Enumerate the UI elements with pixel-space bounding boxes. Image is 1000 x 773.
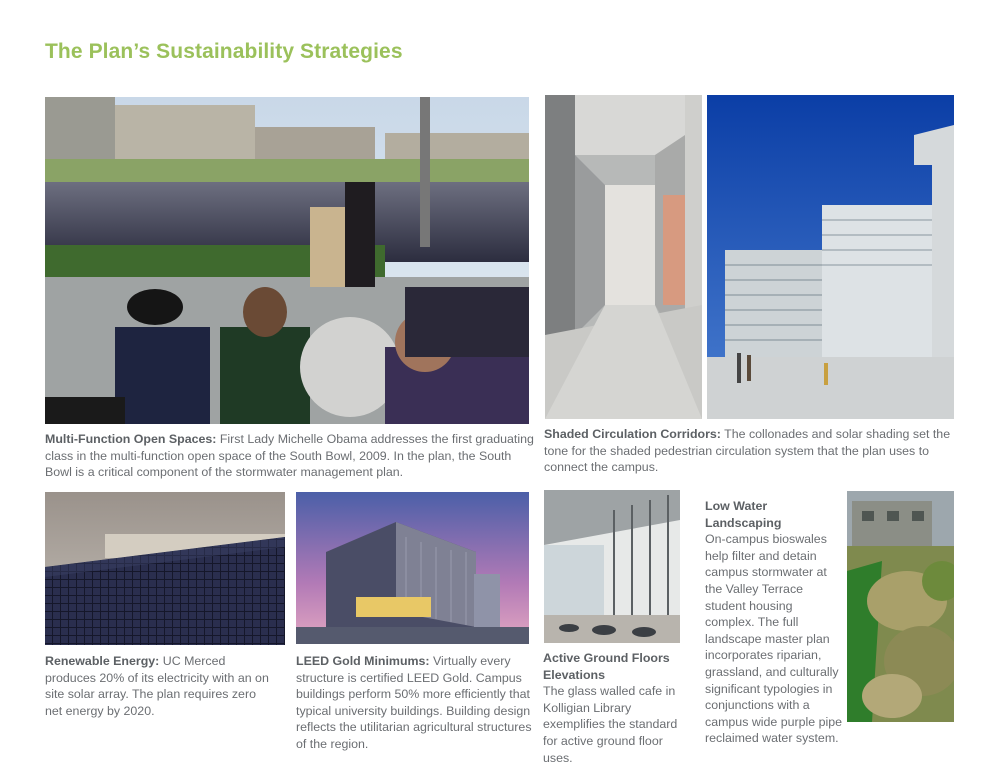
caption-renewable-body: UC Merced produces 20% of its electricity with an on site solar array. The plan requires zero net energy by 2020. bbox=[45, 654, 269, 718]
caption-open-spaces-body: First Lady Michelle Obama addresses the first graduating class in the multi-function open space of the South Bowl, 2009. In the plan, the South Bowl is a critical component of the stormwater management plan. bbox=[45, 432, 534, 480]
photo-commencement bbox=[45, 97, 529, 424]
caption-renewable bbox=[45, 653, 270, 719]
caption-leed-body: Virtually every structure is certified LEED Gold. Campus buildings perform 50% more efficiently that typical university buildings. Building design reflects the utilitarian agricultural structures of the region. bbox=[296, 654, 532, 751]
photo-solar-array bbox=[45, 492, 285, 645]
caption-corridors-body: The collonades and solar shading set the tone for the shaded pedestrian circulation system that the plan uses to connect the campus. bbox=[544, 427, 951, 475]
caption-open-spaces-heading: Multi-Function Open Spaces: bbox=[45, 432, 217, 446]
photo-library-cafe bbox=[544, 490, 680, 643]
photo-leed-building bbox=[296, 492, 529, 644]
caption-low-water-heading: Low Water Landscaping bbox=[705, 499, 782, 530]
photo-bioswale-landscape bbox=[847, 491, 954, 722]
photo-colonnade bbox=[545, 95, 702, 419]
caption-corridors bbox=[544, 426, 954, 476]
caption-ground-floors-body: The glass walled cafe in Kolligian Library exemplifies the standard for active ground floor uses. bbox=[543, 684, 678, 765]
caption-low-water-body: On-campus bioswales help filter and detain campus stormwater at the Valley Terrace student housing complex. The full landscape master plan incorporates riparian, grassland, and culturally significant typologies in conjunctions with a campus wide purple pipe reclaimed water system. bbox=[705, 532, 843, 746]
caption-open-spaces bbox=[45, 431, 535, 481]
caption-low-water bbox=[705, 498, 845, 747]
caption-ground-floors-heading: Active Ground Floors Elevations bbox=[543, 651, 670, 682]
photo-glass-building bbox=[707, 95, 954, 419]
caption-leed bbox=[296, 653, 534, 753]
caption-leed-heading: LEED Gold Minimums: bbox=[296, 654, 430, 668]
caption-corridors-heading: Shaded Circulation Corridors: bbox=[544, 427, 721, 441]
caption-ground-floors bbox=[543, 650, 681, 766]
caption-renewable-heading: Renewable Energy: bbox=[45, 654, 160, 668]
page-title: The Plan’s Sustainability Strategies bbox=[45, 40, 403, 63]
